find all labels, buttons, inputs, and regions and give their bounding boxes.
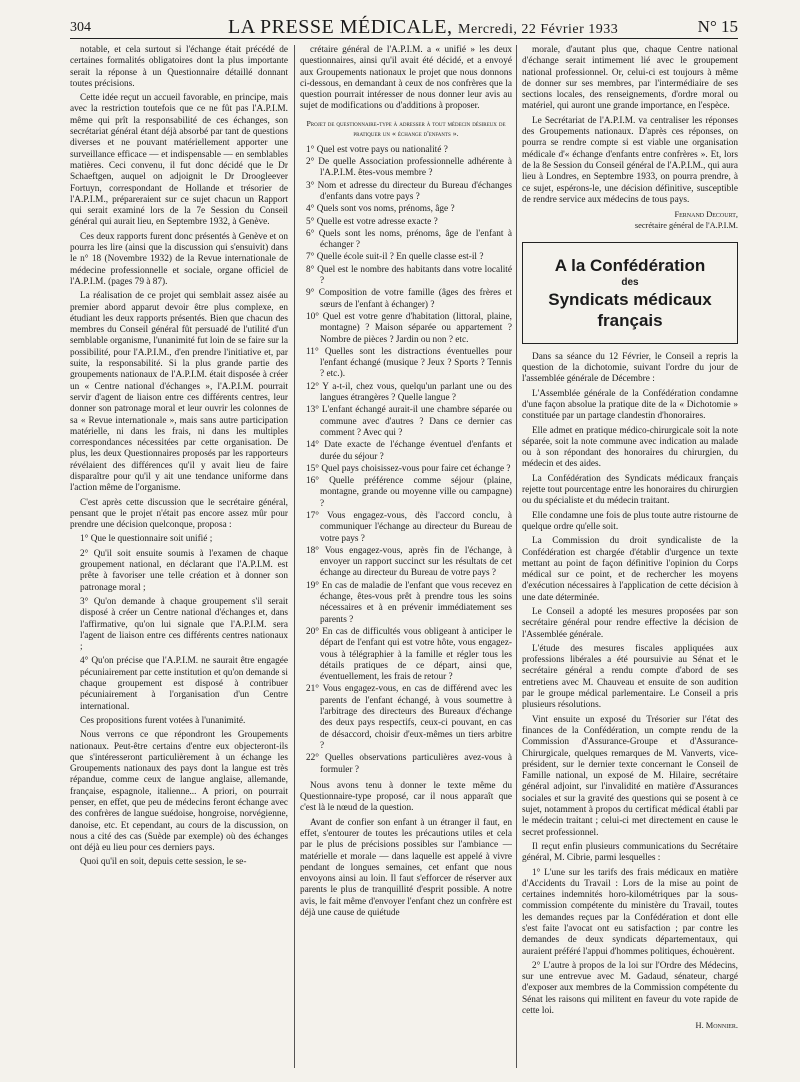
question-item: 16° Quelle préférence comme séjour (plaine, montagne, grande ou moyenne ville ou campagne) ? <box>306 476 512 509</box>
paragraph: Vint ensuite un exposé du Trésorier sur l'état des finances de la Confédération, un compte rendu de la Commission d'Assurance-Groupe et d'Assurance-Chirurgicale, quelques remarques de M. Vanverts, vice-président, sur le dernier texte concernant le Conseil de Famille national, un exposé de M. Hilaire, secrétaire général adjoint, sur l'invalidité en matière d'Assurances sociales et sur la gravité des questions qui se posent à ce sujet, notamment à propos du certificat médical établi par le médecin traitant ; celui-ci met directement en cause le secret professionnel. <box>522 714 738 838</box>
paragraph: Elle condamne une fois de plus toute autre ristourne de quelque ordre qu'elle soit. <box>522 510 738 532</box>
section-subtitle: Syndicats médicaux français <box>548 289 712 330</box>
question-item: 7° Quelle école suit-il ? En quelle classe est-il ? <box>306 252 484 263</box>
question-item: 13° L'enfant échangé aurait-il une chambre séparée ou commune avec d'autres ? Dans ce dernier cas comment ? Avec qui ? <box>306 405 512 438</box>
question-item: 3° Nom et adresse du directeur du Bureau d'échanges d'enfants dans votre pays ? <box>306 180 512 202</box>
proposal-item: 4° Qu'on précise que l'A.P.I.M. ne saurait être engagée pécuniairement par cette institution et qu'on demande si chaque groupement est disposé à contribuer pécuniairement à l'organisation d'un Centre international. <box>80 656 288 712</box>
paragraph: morale, d'autant plus que, chaque Centre national d'échange serait intimement lié avec le groupement national professionnel. Or, celui-ci est toujours à même de donner sur ses membres, par l'intermédiaire de ses sections locales, des renseignements, d'ordre moral ou matériel, qui auront une grande importance, en l'espèce. <box>522 45 738 112</box>
question-item: 21° Vous engagez-vous, en cas de différend avec les parents de l'enfant échangé, à vous soumettre à l'arbitrage des directeurs des Bureaux d'échange des deux pays respectifs, ceux-ci pouvant, en cas de désaccord, choisir d'eux-mêmes un tiers arbitre ? <box>306 684 512 751</box>
question-item: 8° Quel est le nombre des habitants dans votre localité ? <box>306 264 512 287</box>
paragraph: Ces deux rapports furent donc présentés à Genève et on pourra les lire (ainsi que la discussion qui s'ensuivit) dans le n° 18 (Novembre 1932) de la Revue internationale de médecine professionnelle et sociale, organe officiel de l'A.P.I.M. (pages 79 à 87). <box>70 231 288 287</box>
proposals-list <box>70 534 288 712</box>
column-divider <box>516 45 517 1068</box>
paragraph: Ces propositions furent votées à l'unanimité. <box>80 715 246 726</box>
paragraph: 1° L'une sur les tarifs des frais médicaux en matière d'Accidents du Travail : Lors de la mise au point de certaines indemnités horo-kilométriques par la sous-commission compétente du ministère du Travail, toutes les demandes reçues par la Confédération et dont elle s'est faite l'avocat ont eu satisfaction ; par contre les demandes de deux syndicats départementaux, qui auraient préféré l'appui d'hommes politiques, échouèrent. <box>522 867 738 957</box>
paragraph: C'est après cette discussion que le secrétaire général, pensant que le projet n'était pas encore assez mûr pour prendre une décision quelconque, proposa : <box>70 497 288 531</box>
question-item: 10° Quel est votre genre d'habitation (littoral, plaine, montagne) ? Maison séparée ou appartement ? Nombre de pièces ? Jardin ou non ? etc. <box>306 311 512 345</box>
question-item: 11° Quelles sont les distractions éventuelles pour l'enfant échangé (musique ? Jeux ? Sports ? Tennis ? etc.). <box>306 346 512 380</box>
question-item: 6° Quels sont les noms, prénoms, âge de l'enfant à échanger ? <box>306 228 512 251</box>
paragraph: Nous verrons ce que répondront les Groupements nationaux. Peut-être certains d'entre eux objecteront-ils que s'intéresseront particulièrement à un échange les Groupements nationaux des pays dont la langue est très répandue, comme ceux de langue anglaise, allemande, française, espagnole, italienne... A priori, on pourrait penser, en effet, que peu de médecins feront échange avec des confrères de langue suédoise, hongroise, norvégienne, danoise, etc. Et cependant, au cours de la discussion, on nous a cité des cas (Suède par exemple) où des échanges ont déjà eu lieu pour ces derniers pays. <box>70 730 288 854</box>
paragraph: L'Assemblée générale de la Confédération condamne d'une façon absolue la pratique dite de la « Dichotomie » constituée par un partage clandestin d'honoraires. <box>522 388 738 422</box>
section-title: A la Confédération <box>554 255 706 275</box>
paragraph: Il reçut enfin plusieurs communications du Secrétaire général, M. Cibrie, parmi lesquelles : <box>522 841 738 864</box>
questionnaire-list <box>300 145 512 776</box>
proposal-item: 3° Qu'on demande à chaque groupement s'il serait disposé à créer un Centre national d'échanges et, dans l'affirmative, qu'on lui signale que l'A.P.I.M. sera l'agent de liaison entre ces différents centres nationaux ; <box>80 596 288 653</box>
proposal-item: 2° Qu'il soit ensuite soumis à l'examen de chaque groupement national, en déclarant que l'A.P.I.M. est prête à favoriser une telle création et à donner son patronage moral ; <box>80 548 288 593</box>
question-item: 19° En cas de maladie de l'enfant que vous recevez en échange, êtes-vous prêt à prendre tous les soins nécessaires et à en prévenir immédiatement ses parents ? <box>306 580 512 625</box>
paragraph: Le Secrétariat de l'A.P.I.M. va centraliser les réponses des Groupements nationaux. D'après ces réponses, on pourra se rendre compte si est viable une organisation médicale d'« échange d'enfants entre confrères ». Et, lors de la 8e Session du Conseil général de l'A.P.I.M., qui aura lieu à Londres, en Septembre 1933, on pourra prendre, à ce sujet, espérons-le, une décision définitive, susceptible de rendre service aux médecins de tous pays. <box>522 115 738 205</box>
question-item: 4° Quels sont vos noms, prénoms, âge ? <box>306 204 455 215</box>
paragraph: Elle admet en pratique médico-chirurgicale soit la note séparée, soit la note commune avec indication au malade ou à son répondant des honoraires du chirurgien, du médecin et des aides. <box>522 425 738 470</box>
signature-name: Fernand Decourt, <box>674 210 738 220</box>
question-item: 14° Date exacte de l'échange éventuel d'enfants et durée du séjour ? <box>306 440 512 462</box>
page-number: 304 <box>70 20 91 35</box>
section-title-connector: des <box>621 276 639 288</box>
page-header <box>0 0 800 38</box>
question-item: 9° Composition de votre famille (âges des frères et sœurs de l'enfant à échanger) ? <box>306 288 512 310</box>
paragraph: Cette idée reçut un accueil favorable, en principe, mais avec la restriction toutefois que ce ne fût pas l'A.P.I.M. même qui prît la responsabilité de ces échanges, son secrétariat général étant déjà absorbé par tant de questions diverses et ne pouvant matériellement apporter une surveillance efficace — et indispensable — en semblables matières. Ceci convenu, il fut donc décidé que le Dr Schaeftgen, auquel on adjoignit le Dr Droogleever Fortuyn, correspondant de Hollande et trésorier de l'A.P.I.M., prépareraient sur ce sujet chacun un Rapport qui serait examiné lors de la 7e Session du Conseil général qui aurait lieu, en Septembre 1932, à Genève. <box>70 93 288 228</box>
paragraph: Dans sa séance du 12 Février, le Conseil a repris la question de la dichotomie, suivant l'ordre du jour de l'assemblée générale de Décembre : <box>522 351 738 385</box>
paragraph: Nous avons tenu à donner le texte même du Questionnaire-type proposé, car il nous apparaît que c'est là le nœud de la question. <box>300 780 512 814</box>
question-item: 12° Y a-t-il, chez vous, quelqu'un parlant une ou des langues étrangères ? Quelle langue ? <box>306 381 512 404</box>
column-3 <box>522 45 738 1068</box>
paragraph: notable, et cela surtout si l'échange était précédé de certaines formalités obligatoires dont la plus importante serait la réponse à un Questionnaire détaillé donnant toutes précisions. <box>70 45 288 89</box>
questionnaire-heading: Projet de questionnaire-type à adresser à tout médecin désireux de pratiquer un « échange d'enfants ». <box>306 118 506 138</box>
proposal-item: 1° Que le questionnaire soit unifié ; <box>80 534 213 545</box>
issue-number: N° 15 <box>697 17 738 36</box>
issue-date: Mercredi, 22 Février 1933 <box>458 22 619 37</box>
paragraph: Quoi qu'il en soit, depuis cette session, le se- <box>80 857 247 868</box>
section-title-box <box>522 242 738 344</box>
column-2 <box>300 45 512 1068</box>
column-divider <box>294 45 295 1068</box>
signature <box>522 209 738 220</box>
question-item: 17° Vous engagez-vous, dès l'accord conclu, à communiquer l'échange au directeur du Bureau de votre pays ? <box>306 510 512 544</box>
paragraph: La Commission du droit syndicaliste de la Confédération est chargée d'établir d'urgence un texte mettant au point de façon définitive l'opinion du Corps médical sur ce point, et de rechercher les moyens d'exécution nécessaires à l'application de cette décision à une date déterminée. <box>522 536 738 603</box>
question-item: 2° De quelle Association professionnelle adhérente à l'A.P.I.M. êtes-vous membre ? <box>306 157 512 179</box>
question-item: 20° En cas de difficultés vous obligeant à anticiper le départ de l'enfant qui est votre hôte, vous engagez-vous à télégraphier à la famille et régler tous les détails pratiques de ce départ, ainsi que, éventuellement, les frais de retour ? <box>306 626 512 683</box>
header-rule <box>70 38 738 39</box>
question-item: 18° Vous engagez-vous, après fin de l'échange, à envoyer un rapport succinct sur les résultats de cet échange au directeur du Bureau de votre pays ? <box>306 545 512 579</box>
question-item: 5° Quelle est votre adresse exacte ? <box>306 216 438 227</box>
signature: H. Monnier. <box>695 1021 738 1031</box>
paragraph: La Confédération des Syndicats médicaux français rejette tout pourcentage entre les honoraires du chirurgien ou du spécialiste et du médecin traitant. <box>522 473 738 507</box>
paragraph: L'étude des mesures fiscales appliquées aux professions libérales a été poursuivie au Sénat et le secrétaire général a rendu compte d'abord de ses entretiens avec M. Chauveau et ensuite de son audition par le groupe médical parlementaire. Le Conseil a pris plusieurs résolutions. <box>522 643 738 711</box>
journal-title-line <box>228 16 618 39</box>
journal-title: LA PRESSE MÉDICALE, <box>228 16 453 38</box>
question-item: 1° Quel est votre pays ou nationalité ? <box>306 144 448 155</box>
column-1 <box>70 45 288 1068</box>
paragraph: 2° L'autre à propos de la loi sur l'Ordre des Médecins, sur une entrevue avec M. Gadaud, sénateur, chargé d'exposer aux membres de la Commission compétente du Sénat les raisons qui militent en faveur du vote rapide de cette loi. <box>522 960 738 1017</box>
paragraph: crétaire général de l'A.P.I.M. a « unifié » les deux questionnaires, ainsi qu'il avait été décidé, et a envoyé aux Groupements nationaux le projet que nous donnons ci-dessous, en demandant à ceux de nos confrères que la question pourrait intéresser de nous donner leur avis au sujet de modifications ou d'additions à proposer. <box>300 45 512 112</box>
question-item: 22° Quelles observations particulières avez-vous à formuler ? <box>306 753 512 775</box>
question-item: 15° Quel pays choisissez-vous pour faire cet échange ? <box>306 463 511 474</box>
paragraph: Avant de confier son enfant à un étranger il faut, en effet, s'entourer de toutes les précautions utiles et cela par le plus de précisions possibles sur l'ambiance — matérielle et morale — dans laquelle est appelé à vivre pendant de longues semaines, cet enfant que nous envoyons ainsi au loin. Il faut s'efforcer de réserver aux parents le plus de tranquillité d'esprit possible. A notre avis, le fait même d'envoyer l'enfant chez un confrère est déjà une cause de quiétude <box>300 817 512 919</box>
paragraph: Le Conseil a adopté les mesures proposées par son secrétaire général pour rendre effective la décision de l'Assemblée générale. <box>522 606 738 640</box>
signature-title: secrétaire général de l'A.P.I.M. <box>634 221 738 231</box>
paragraph: La réalisation de ce projet qui semblait assez aisée au premier abord apparut devoir être plus complexe, en étudiant les deux rapports présentés. Bien que chacun des membres du Conseil général fût persuadé de l'utilité d'un semblable organisme, l'unanimité fut loin de se faire sur la possibilité, pour l'A.P.I.M., d'en prendre l'initiative et, par suite, la responsabilité. Si la plus grande partie des groupements nationaux de l'A.P.I.M. était disposée à créer un « Centre national d'échanges », l'A.P.I.M. pourrait servir d'agent de liaison entre ces différents centres, leur donner son patronage moral et leur ouvrir les colonnes de sa « Revue internationale », mais sans autre participation matérielle, ni dans les frais, ni dans les multiples correspondances nécessitées par cette organisation. De plus, les deux Questionnaires proposés par les rapporteurs révélaient des différences qu'il y avait lieu de faire disparaître pour qu'il y ait une tendance uniforme dans l'action même de l'organisme. <box>70 291 288 494</box>
